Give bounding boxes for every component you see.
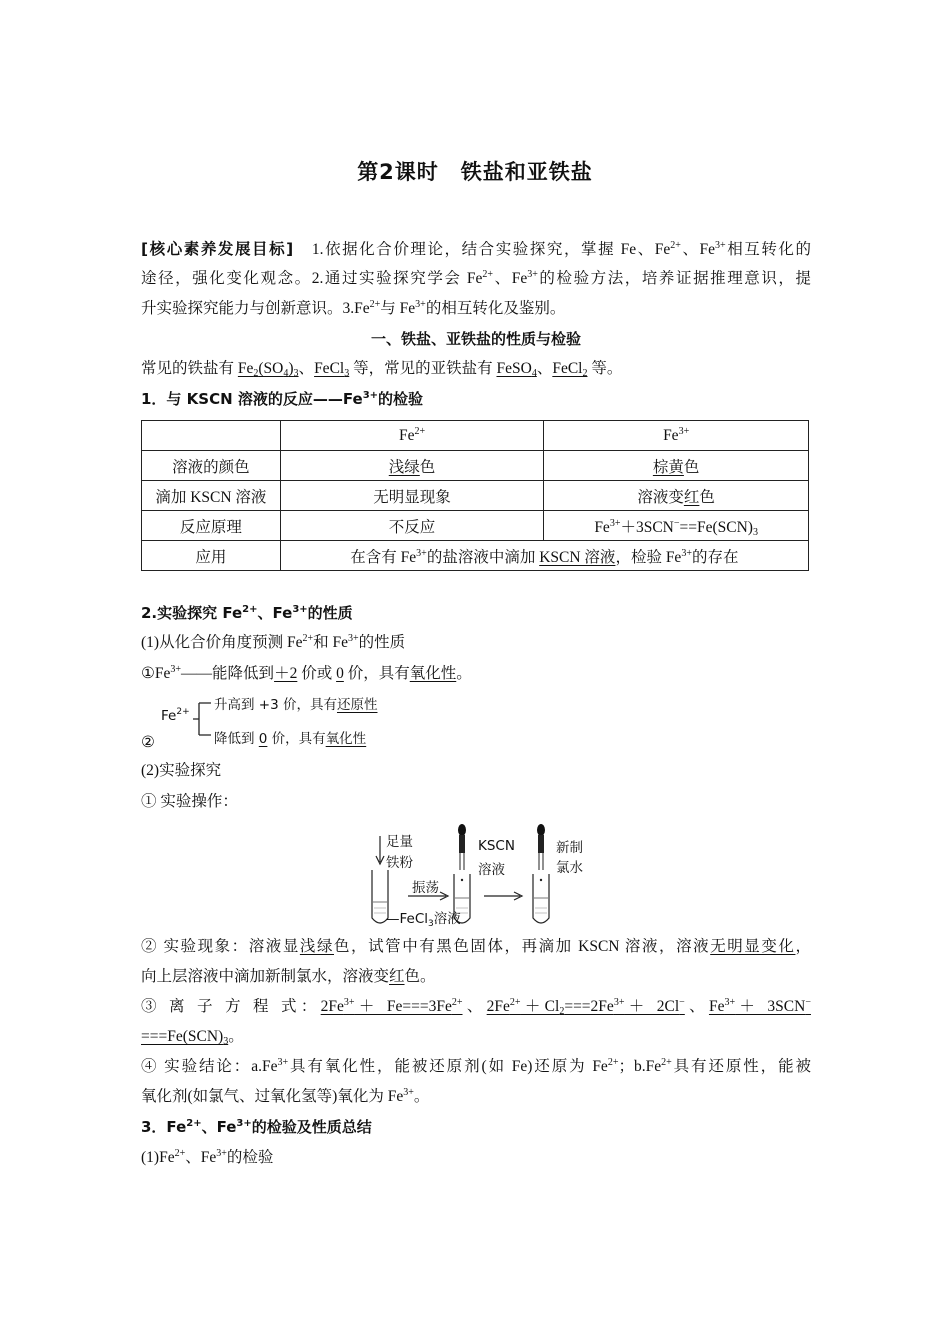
heading-1: 1．与 KSCN 溶液的反应$——Fe^{3+}$的检验 xyxy=(141,390,424,408)
table-row xyxy=(142,511,809,541)
para-explore: (2)实验探究 xyxy=(141,762,222,779)
para-conclusion-1: ④ 实验结论：$a.Fe^{3+}$具有氧化性，能被还原剂(如 Fe)还原为 $Fe^{2+}$；$b.Fe^{2+}$具有还原性，能被 xyxy=(141,1057,811,1075)
para-fe3: $①Fe^{3+}——$能降低到＋2 价或 0 价，具有氧化性。 xyxy=(141,664,472,682)
objectives-line-2 xyxy=(141,264,811,294)
table-cell: 滴加 KSCN 溶液 xyxy=(142,481,281,511)
fe2-diagram xyxy=(141,690,441,750)
table-row xyxy=(142,541,809,571)
page-title: 第2课时 铁盐和亚铁盐 xyxy=(357,160,593,184)
label-iron-2: 铁粉 xyxy=(386,855,413,871)
table-header: $Fe^{2+}$ xyxy=(280,421,544,451)
kscn-table xyxy=(141,420,809,571)
lower-branch: 降低到 0 价，具有氧化性 xyxy=(214,731,367,747)
text: 、Fe xyxy=(493,270,528,287)
text: 、 xyxy=(298,360,315,377)
para-operation: ① 实验操作： xyxy=(141,793,238,810)
label-kscn-1: KSCN xyxy=(478,838,515,854)
table-cell xyxy=(142,421,281,451)
charge: 2+ xyxy=(369,299,381,310)
salt-feso4: FeSO$_4$ xyxy=(496,360,537,379)
salt-fecl3: FeCl$_3$ xyxy=(314,360,350,379)
text: 的检验方法，培养证据推理意识，提 xyxy=(537,270,811,287)
table-cell: 棕黄色 xyxy=(544,451,809,481)
label-chlorine-1: 新制 xyxy=(556,840,583,856)
label-shake: 振荡 xyxy=(412,880,439,896)
equation-2: $2Fe^{2+}+Cl_2===2Fe^{3+}+ 2Cl^-$ xyxy=(486,997,685,1017)
table-row xyxy=(142,451,809,481)
upper-branch: 升高到 +3 价，具有还原性 xyxy=(214,697,378,713)
charge: 2+ xyxy=(670,240,681,251)
text: 与 Fe xyxy=(380,300,416,317)
para-detection: $(1)Fe^{2+}$、$Fe^{3+}$的检验 xyxy=(141,1148,274,1166)
heading-3: 3．$Fe^{2+}$、$Fe^{3+}$的检验及性质总结 xyxy=(141,1118,372,1136)
text: 、 xyxy=(536,360,553,377)
para-phenomenon-2: 向上层溶液中滴加新制氯水，溶液变红色。 xyxy=(141,968,436,985)
table-row xyxy=(142,481,809,511)
label-chlorine-2: 氯水 xyxy=(556,860,583,876)
heading-2: 2.实验探究 $Fe^{2+}$、$Fe^{3+}$的性质 xyxy=(141,604,353,622)
text: 等。 xyxy=(587,360,623,377)
para-equations-2: $===Fe(SCN)_3$。 xyxy=(141,1028,244,1047)
marker: ② xyxy=(141,734,155,751)
para-equations-1: ③ 离 子 方 程 式：$2Fe^{3+}+ Fe===3Fe^{2+}$、$2Fe^{2+}+Cl_2===2Fe^{3+}+ 2Cl^-$、$Fe^{3+}+ 3SCN^-$ xyxy=(141,997,811,1017)
table-header: $Fe^{3+}$ xyxy=(544,421,809,451)
label-iron-1: 足量 xyxy=(386,834,413,850)
salt-fe2so43: $Fe_2(SO_4)_3$ xyxy=(237,360,299,379)
text: 等，常见的亚铁盐有 xyxy=(349,360,497,377)
text: 、Fe xyxy=(680,241,716,258)
charge: 2+ xyxy=(482,269,494,280)
table-row xyxy=(142,421,809,451)
label-kscn-2: 溶液 xyxy=(478,862,505,878)
table-cell: 无明显现象 xyxy=(280,481,544,511)
common-salts xyxy=(141,354,811,384)
text: 途径，强化变化观念。2.通过实验探究学会 Fe xyxy=(141,270,483,287)
table-cell: 不反应 xyxy=(280,511,544,541)
table-cell: $Fe^{3+}+3SCN^-==Fe(SCN)_3$ xyxy=(544,511,809,541)
table-cell: 应用 xyxy=(142,541,281,571)
table-cell: 在含有 $Fe^{3+}$的盐溶液中滴加 KSCN 溶液，检验 $Fe^{3+}$的存在 xyxy=(280,541,808,571)
table-cell: 溶液变红色 xyxy=(544,481,809,511)
charge: 3+ xyxy=(527,269,538,280)
text: 相互转化的 xyxy=(725,241,811,258)
objectives-line-1 xyxy=(141,234,811,265)
text: 的相互转化及鉴别。 xyxy=(425,300,566,317)
table-cell: 溶液的颜色 xyxy=(142,451,281,481)
text: 常见的铁盐有 xyxy=(141,360,238,377)
equation-3: $Fe^{3+}+ 3SCN^-$ xyxy=(708,997,811,1015)
charge: 3+ xyxy=(415,299,426,310)
objectives-line-3 xyxy=(141,294,811,324)
objectives-label: [核心素养发展目标] xyxy=(141,240,294,258)
bracket-icon xyxy=(191,700,213,738)
charge: 3+ xyxy=(715,240,726,251)
fe2-ion: $Fe^{2+}$ xyxy=(161,707,190,724)
table-cell: 浅绿色 xyxy=(280,451,544,481)
apparatus-diagram xyxy=(360,818,600,930)
para-phenomenon-1: ② 实验现象：溶液显浅绿色，试管中有黑色固体，再滴加 KSCN 溶液，溶液无明显变化， xyxy=(141,938,811,955)
para-predict: (1)从化合价角度预测 $Fe^{2+}$和 $Fe^{3+}$的性质 xyxy=(141,633,406,651)
label-fecl3: —FeCl$_3$溶液 xyxy=(386,911,461,929)
table-cell: 反应原理 xyxy=(142,511,281,541)
text: 升实验探究能力与创新意识。3.Fe xyxy=(141,300,370,317)
text: 1.依据化合价理论，结合实验探究，掌握 Fe、Fe xyxy=(293,241,671,258)
salt-fecl2: FeCl$_2$ xyxy=(552,360,588,379)
para-conclusion-2: 氧化剂(如氯气、过氧化氢等)氧化为 $Fe^{3+}$。 xyxy=(141,1087,430,1105)
equation-1: $2Fe^{3+}+ Fe===3Fe^{2+}$ xyxy=(320,997,463,1015)
section-heading: 一、铁盐、亚铁盐的性质与检验 xyxy=(370,330,581,348)
